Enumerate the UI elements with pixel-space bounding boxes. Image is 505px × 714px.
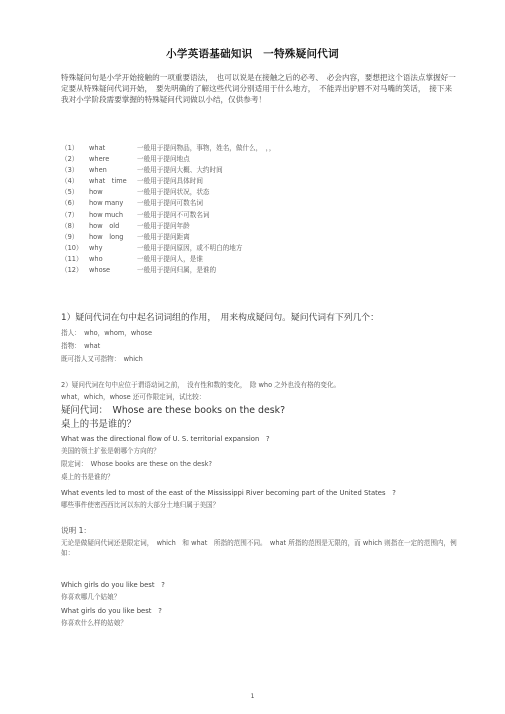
list-item-en: how much [89, 210, 124, 219]
list-item-en: why [89, 243, 103, 252]
list-item [61, 176, 461, 187]
list-item [61, 265, 461, 276]
section2-heading: 2）疑问代词在句中应位于谓语动词之前， 没有性和数的变化， 除 who 之外也没有格的变化。 [61, 381, 341, 389]
list-item-cn: 一般用于提问可数名词 [137, 199, 203, 208]
section1-heading: 1）疑问代词在句中起名词词组的作用， 用来构成疑问句。疑问代词有下列几个： [61, 313, 379, 323]
list-item-cn: 一般用于提问物品，事物，姓名，做什么， ，， [137, 144, 276, 152]
list-item-cn: 一般用于提问人，是谁 [137, 254, 203, 263]
list-item-en: what [89, 144, 106, 152]
list-item-num: （9） [61, 232, 79, 241]
list-item-en: when [89, 166, 107, 175]
list-item [61, 187, 461, 198]
example5-english: Which girls do you like best ? [61, 581, 165, 589]
list-item-cn: 一般用于提问地点 [137, 155, 190, 164]
list-item-cn: 一般用于提问原因，或不明白的地方 [137, 243, 243, 252]
list-item-cn: 一般用于提问大概、大约时间 [137, 166, 223, 175]
list-item-num: （10） [61, 243, 83, 252]
example5-chinese: 你喜欢哪几个姑娘？ [61, 593, 121, 601]
list-item-num: （3） [61, 166, 79, 175]
list-item [61, 232, 461, 243]
pronoun-list [61, 143, 461, 276]
list-item-num: （12） [61, 266, 83, 275]
list-item-num: （5） [61, 188, 79, 197]
list-item [61, 243, 461, 254]
list-item-num: （4） [61, 177, 79, 186]
list-item-en: who [89, 254, 103, 263]
note-heading: 说明 1： [61, 526, 92, 535]
list-item [61, 210, 461, 221]
list-item-num: （7） [61, 210, 79, 219]
section1-line-things: 指物： what [61, 342, 101, 350]
list-item-cn: 一般用于提问不可数名词 [137, 210, 210, 219]
list-item-cn: 一般用于提问具体时间 [137, 177, 203, 186]
list-item-en: where [89, 155, 110, 164]
list-item-en: how many [89, 199, 124, 208]
list-item-en: how old [89, 221, 120, 230]
example1-chinese: 桌上的书是谁的？ [61, 419, 137, 430]
list-item [61, 143, 461, 154]
list-item-num: （6） [61, 199, 79, 208]
list-item-en: how long [89, 232, 124, 241]
page-number: 1 [250, 693, 255, 700]
list-item [61, 154, 461, 165]
list-item [61, 165, 461, 176]
example2-chinese: 美国的领土扩张是朝哪个方向的？ [61, 447, 160, 455]
section1-line-people: 指人： who，whom，whose [61, 329, 152, 337]
list-item-cn: 一般用于提问距离 [137, 232, 190, 241]
example1-english: 疑问代词： Whose are these books on the desk? [61, 405, 286, 416]
list-item [61, 254, 461, 265]
list-item-cn: 一般用于提问归属，是谁的 [137, 266, 217, 275]
section2-line2: what，which，whose 还可作限定词，试比较： [61, 393, 206, 401]
example4-english: What events led to most of the east of the Mississippi River becoming part of the United States ? [61, 489, 396, 497]
list-item-num: （1） [61, 144, 79, 152]
example3-english: 限定词： Whose books are these on the desk? [61, 460, 212, 468]
list-item-en: whose [89, 266, 111, 275]
list-item-num: （11） [61, 254, 83, 263]
list-item [61, 221, 461, 232]
example6-english: What girls do you like best ? [61, 607, 162, 615]
list-item-num: （8） [61, 221, 79, 230]
list-item-num: （2） [61, 155, 79, 164]
example3-chinese: 桌上的书是谁的？ [61, 473, 114, 481]
list-item-en: how [89, 188, 103, 197]
section1-line-both: 既可指人又可指物： which [61, 355, 143, 363]
intro-paragraph: 特殊疑问句是小学开始接触的一项重要语法， 也可以说是在接触之后的必考、 必会内容，要想把这个语法点掌握好一定要从特殊疑问代词开始， 要先明确的了解这些代词分别适用于什么地方， 不能弄出驴唇不对马嘴的笑话， 接下来我对小学阶段需要掌握的特殊疑问代词做以小结，仅供参考！ [61, 73, 456, 104]
note-body: 无论是做疑问代词还是限定词， which 和 what 所指的范围不同。 what 所指的范围是无限的，而 which 则指在一定的范围内，例如： [61, 539, 457, 557]
list-item-en: what time [89, 177, 127, 186]
list-item [61, 198, 461, 209]
example2-english: What was the directional flow of U. S. territorial expansion ? [61, 435, 270, 443]
list-item-cn: 一般用于提问年龄 [137, 221, 190, 230]
example4-chinese: 哪些事件使密西西比河以东的大部分土地归属于美国？ [61, 501, 220, 509]
list-item-cn: 一般用于提问状况，状态 [137, 188, 210, 197]
example6-chinese: 你喜欢什么样的姑娘？ [61, 619, 127, 627]
page-title: 小学英语基础知识 一特殊疑问代词 [166, 48, 339, 60]
